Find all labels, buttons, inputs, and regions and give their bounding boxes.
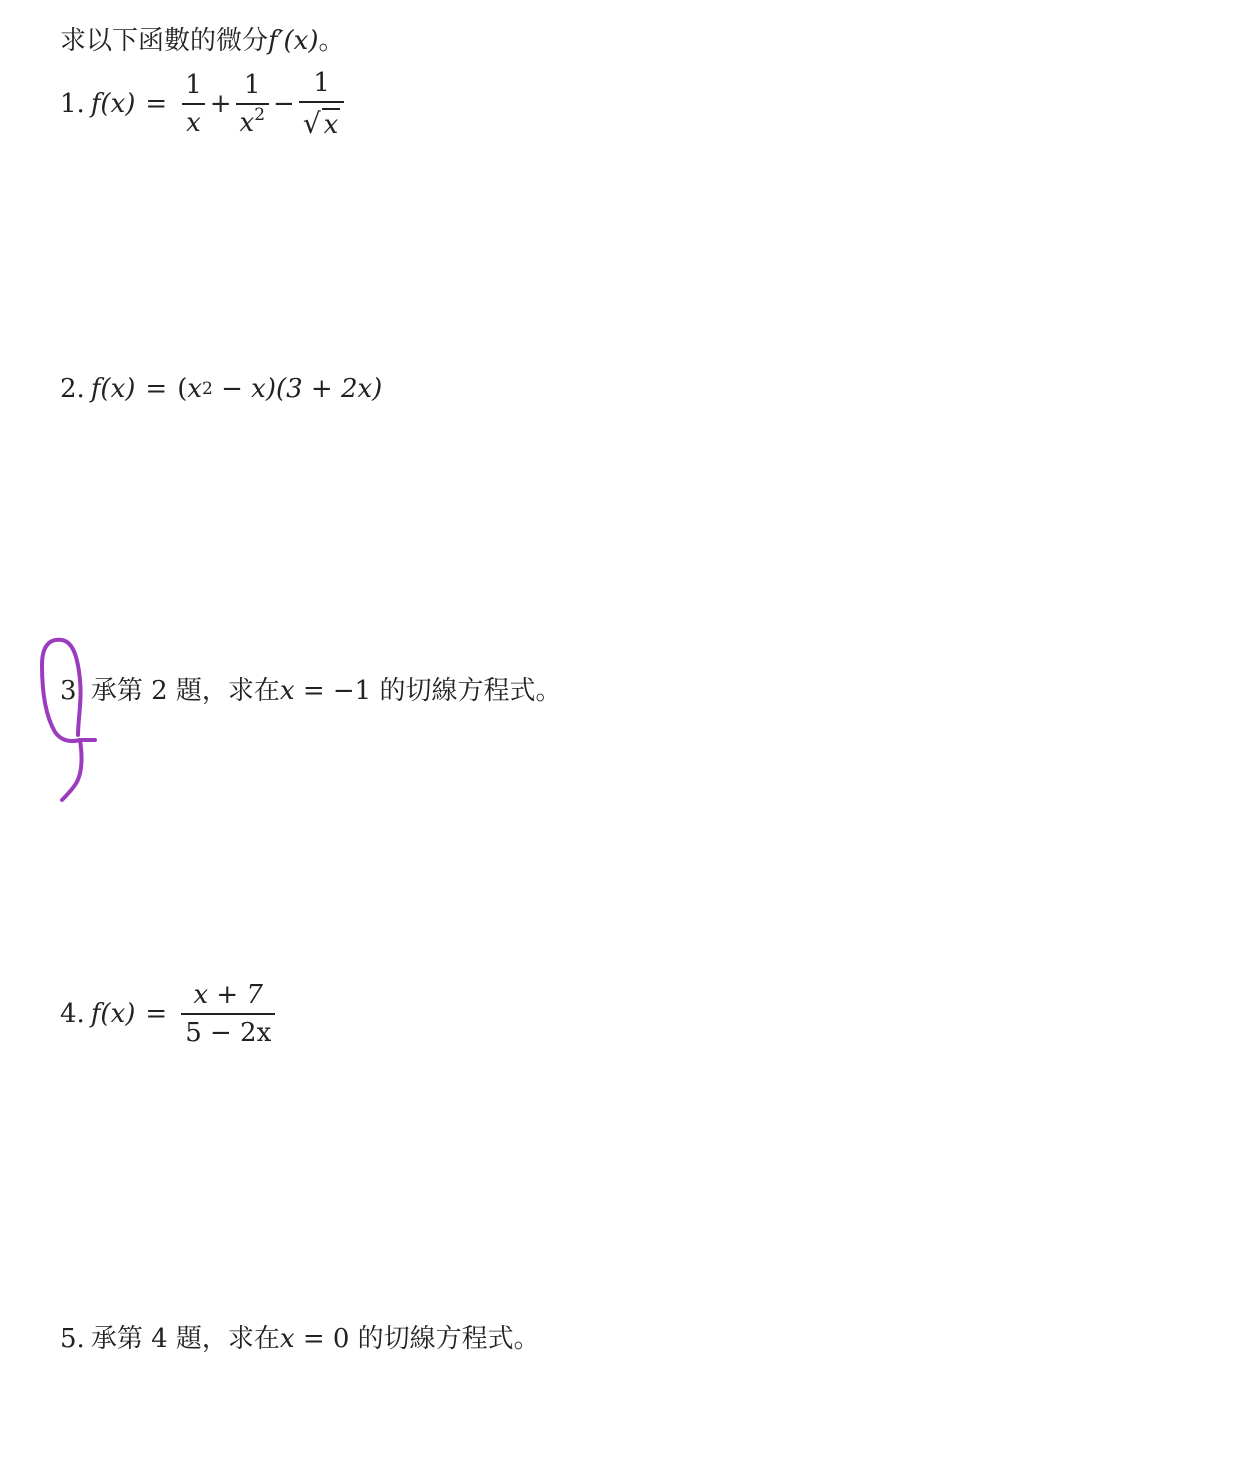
q2-rest: − x)(3 + 2x) (212, 374, 383, 404)
q1-equals: = (145, 89, 168, 119)
q4-numerator: x + 7 (193, 980, 263, 1010)
instruction-period: 。 (318, 26, 345, 56)
q4-lhs: f(x) (90, 999, 136, 1029)
q5-text-b: 的切線方程式。 (349, 1324, 540, 1354)
q3-number: 3. (60, 676, 85, 706)
sqrt-symbol: √ (302, 107, 321, 140)
q1-plus: + (209, 89, 232, 119)
q1-term2-exponent: 2 (254, 105, 266, 125)
q3-text-a: 承第 2 題，求在 (90, 676, 280, 706)
instruction-derivative: f′(x) (268, 26, 319, 56)
q1-number: 1. (60, 89, 85, 119)
q5-number: 5. (60, 1324, 85, 1354)
question-2: 2. f(x) = ( x 2 − x)(3 + 2x) (60, 374, 383, 404)
q3-text-b: 的切線方程式。 (371, 676, 562, 706)
q4-denominator: 5 − 2x (181, 1013, 275, 1046)
q3-variable: x (279, 676, 295, 706)
q2-base: x (187, 374, 203, 404)
q3-condition: = −1 (294, 676, 372, 706)
q1-term1-numerator: 1 (185, 70, 202, 100)
ink-stroke (42, 640, 95, 800)
q1-term1-denominator: x (182, 103, 205, 136)
instruction-text: 求以下函數的微分 (60, 26, 269, 56)
q5-variable: x (279, 1324, 295, 1354)
q2-number: 2. (60, 374, 85, 404)
q4-number: 4. (60, 999, 85, 1029)
q2-equals: = (145, 374, 168, 404)
q1-term3-numerator: 1 (313, 68, 330, 98)
q1-minus: − (273, 89, 295, 119)
q1-term3-radicand: x (323, 110, 339, 140)
q2-open-paren: ( (177, 374, 188, 404)
q5-condition: = 0 (294, 1324, 350, 1354)
q1-lhs: f(x) (90, 89, 136, 119)
q4-equals: = (145, 999, 168, 1029)
q1-term2-base: x (239, 108, 255, 138)
q5-text-a: 承第 4 題，求在 (90, 1324, 280, 1354)
q1-term2-numerator: 1 (244, 70, 261, 100)
q2-lhs: f(x) (90, 374, 136, 404)
